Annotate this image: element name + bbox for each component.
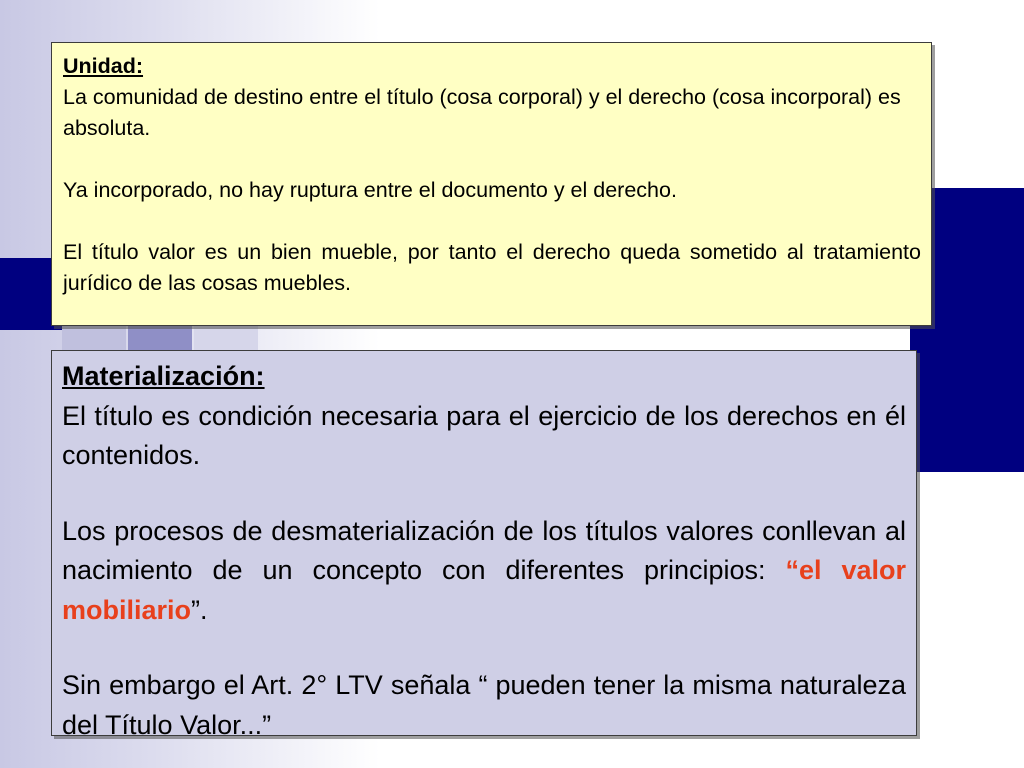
decor-block (194, 326, 258, 352)
unidad-heading: Unidad: (63, 54, 144, 78)
unidad-paragraph-1: La comunidad de destino entre el título (cosa corporal) y el derecho (cosa incorporal) es absoluta. (63, 85, 901, 140)
decor-block (62, 326, 126, 352)
unidad-text-box (51, 42, 932, 326)
materializacion-paragraph-2 (62, 512, 906, 631)
paragraph-2-suffix: ”. (191, 594, 208, 625)
materializacion-paragraph-3: Sin embargo el Art. 2° LTV señala “ pueden tener la misma naturaleza del Título Valor...” (62, 670, 906, 740)
materializacion-paragraph-1: El título es condición necesaria para el ejercicio de los derechos en él contenidos. (62, 400, 906, 470)
unidad-paragraph-2: Ya incorporado, no hay ruptura entre el documento y el derecho. (63, 178, 677, 202)
materializacion-heading: Materialización: (62, 361, 265, 391)
unidad-paragraph-3: El título valor es un bien mueble, por tanto el derecho queda sometido al tratamiento jurídico de las cosas muebles. (63, 240, 921, 295)
valor-mobiliario-highlight: “el valor mobiliario (62, 555, 906, 625)
paragraph-2-prefix: Los procesos de desmaterialización de los títulos valores conllevan al nacimiento de un concepto con diferentes principios: (62, 515, 906, 585)
decor-block (128, 326, 192, 352)
materializacion-text-box (51, 350, 917, 740)
